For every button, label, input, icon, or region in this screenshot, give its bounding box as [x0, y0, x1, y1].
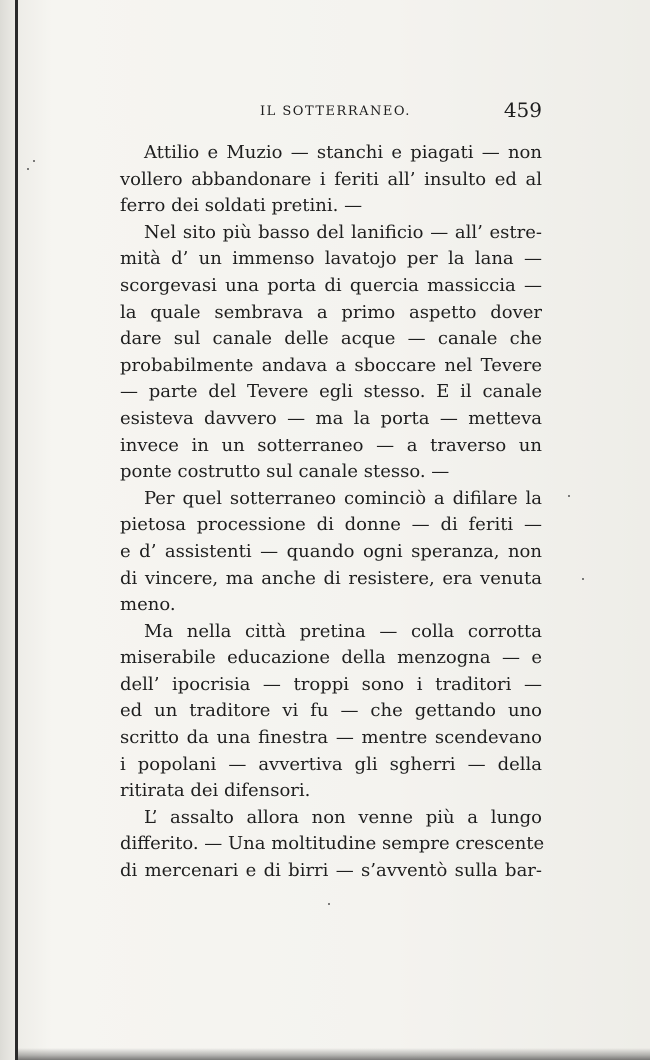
- text-line: Ma nella città pretina — colla corrotta: [144, 620, 542, 642]
- text-line: dell’ ipocrisia — troppi sono i traditori —: [120, 673, 542, 695]
- text-line: ed un traditore vi fu — che gettando uno: [120, 700, 542, 722]
- text-line: ponte costrutto sul canale stesso. —: [120, 461, 450, 483]
- text-line: meno.: [120, 594, 176, 616]
- ink-speck: [27, 168, 29, 170]
- text-line: mità d’ un immenso lavatojo per la lana —: [120, 248, 542, 270]
- ink-speck: [328, 903, 330, 905]
- binding-edge: [15, 0, 18, 1060]
- text-line: differito. — Una moltitudine sempre crescente: [120, 833, 545, 855]
- text-line: esisteva davvero — ma la porta — metteva: [120, 407, 542, 429]
- text-line: la quale sembrava a primo aspetto dover: [120, 301, 542, 323]
- text-line: dare sul canale delle acque — canale che: [120, 328, 542, 350]
- text-line: pietosa processione di donne — di feriti —: [120, 514, 542, 536]
- text-line: probabilmente andava a sboccare nel Tevere: [120, 354, 542, 376]
- text-line: scorgevasi una porta di quercia massiccia —: [120, 274, 542, 296]
- text-line: Per quel sotterraneo cominciò a difilare la: [144, 487, 542, 509]
- text-line: scritto da una finestra — mentre scendevano: [120, 727, 542, 749]
- running-title: IL SOTTERRANEO.: [260, 104, 411, 119]
- text-line: miserabile educazione della menzogna — e: [120, 647, 542, 669]
- text-line: di mercenari e di birri — s’avventò sulla bar-: [120, 860, 542, 882]
- ink-speck: [568, 495, 570, 497]
- text-line: — parte del Tevere egli stesso. E il canale: [120, 381, 542, 403]
- text-line: ritirata dei difensori.: [120, 780, 311, 802]
- text-line: invece in un sotterraneo — a traverso un: [120, 434, 542, 456]
- page-header: [120, 98, 542, 128]
- binding-shadow: [0, 0, 15, 1060]
- body-text: [120, 140, 545, 885]
- page-number: 459: [503, 98, 542, 122]
- text-line: di vincere, ma anche di resistere, era venuta: [120, 567, 542, 589]
- text-line: ferro dei soldati pretini. —: [120, 195, 363, 217]
- text-line: Nel sito più basso del lanificio — all’ estre-: [144, 221, 542, 243]
- text-line: i popolani — avvertiva gli sgherri — della: [120, 753, 542, 775]
- ink-speck: [582, 578, 584, 580]
- text-line: L’ assalto allora non venne più a lungo: [144, 806, 542, 828]
- page-bottom-edge: [18, 1048, 650, 1060]
- ink-speck: [33, 160, 35, 162]
- text-line: Attilio e Muzio — stanchi e piagati — non: [144, 142, 542, 163]
- text-line: e d’ assistenti — quando ogni speranza, non: [120, 540, 542, 562]
- text-line: vollero abbandonare i feriti all’ insulto ed al: [120, 168, 542, 190]
